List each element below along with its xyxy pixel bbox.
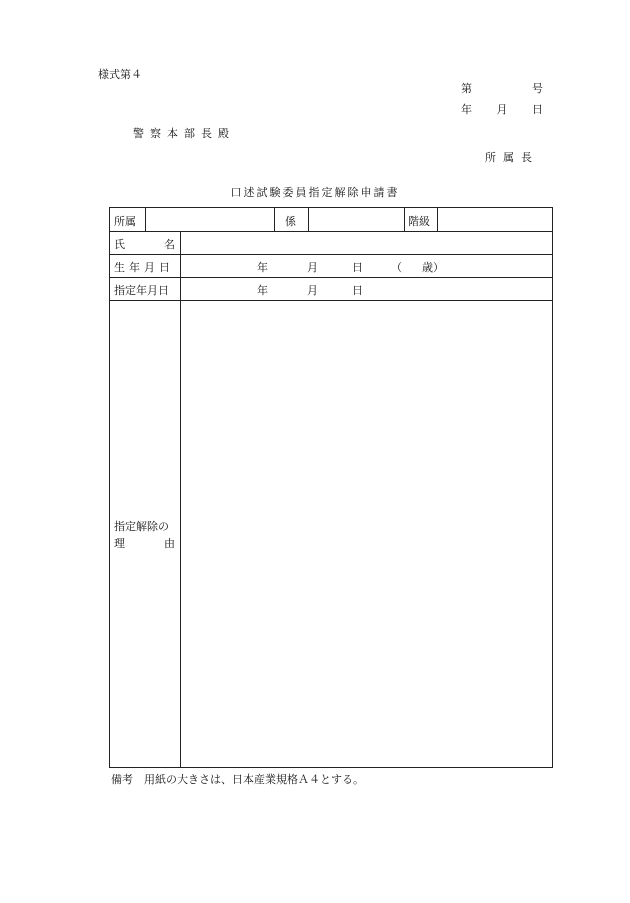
section-label: 係 [285,215,296,228]
age-label: 歳） [422,261,444,274]
application-form-table [109,207,553,768]
name-label-given: 名 [164,238,175,251]
designation-year-label: 年 [257,284,268,297]
col-divider [404,208,405,231]
name-label-surname: 氏 [114,238,125,251]
date-day: 日 [532,103,543,116]
name-field[interactable] [181,232,552,253]
designation-date-field[interactable] [181,278,552,299]
designation-date-label: 指定年月日 [114,284,169,297]
affiliation-label: 所属 [114,215,136,228]
reason-label-yu: 由 [164,537,175,550]
reason-field[interactable] [181,301,552,767]
date-month: 月 [496,103,508,116]
rank-label: 階級 [408,215,430,228]
birth-month-label: 月 [307,261,318,274]
sender: 所属長 [485,151,539,164]
document-number-line [461,80,543,96]
affiliation-field[interactable] [146,209,273,230]
section-field[interactable] [309,209,403,230]
date-year: 年 [461,103,472,116]
birth-date-field[interactable] [181,255,552,276]
addressee: 警察本部長殿 [133,127,235,140]
reason-label-ri: 理 [114,537,125,550]
col-divider [274,208,275,231]
age-open-paren: （ [391,261,402,274]
document-date-line [461,101,543,117]
birth-year-label: 年 [257,261,268,274]
birth-day-label: 日 [352,261,363,274]
number-suffix: 号 [532,82,543,95]
remarks-note: 備考 用紙の大きさは、日本産業規格Ａ４とする。 [111,773,364,786]
rank-field[interactable] [438,209,552,230]
designation-month-label: 月 [307,284,318,297]
form-number: 様式第４ [98,68,142,81]
birth-date-label: 生年月日 [114,261,174,274]
reason-label-line1: 指定解除の [114,520,169,533]
designation-day-label: 日 [352,284,363,297]
document-title: 口述試験委員指定解除申請書 [230,186,400,199]
number-prefix: 第 [461,82,472,95]
